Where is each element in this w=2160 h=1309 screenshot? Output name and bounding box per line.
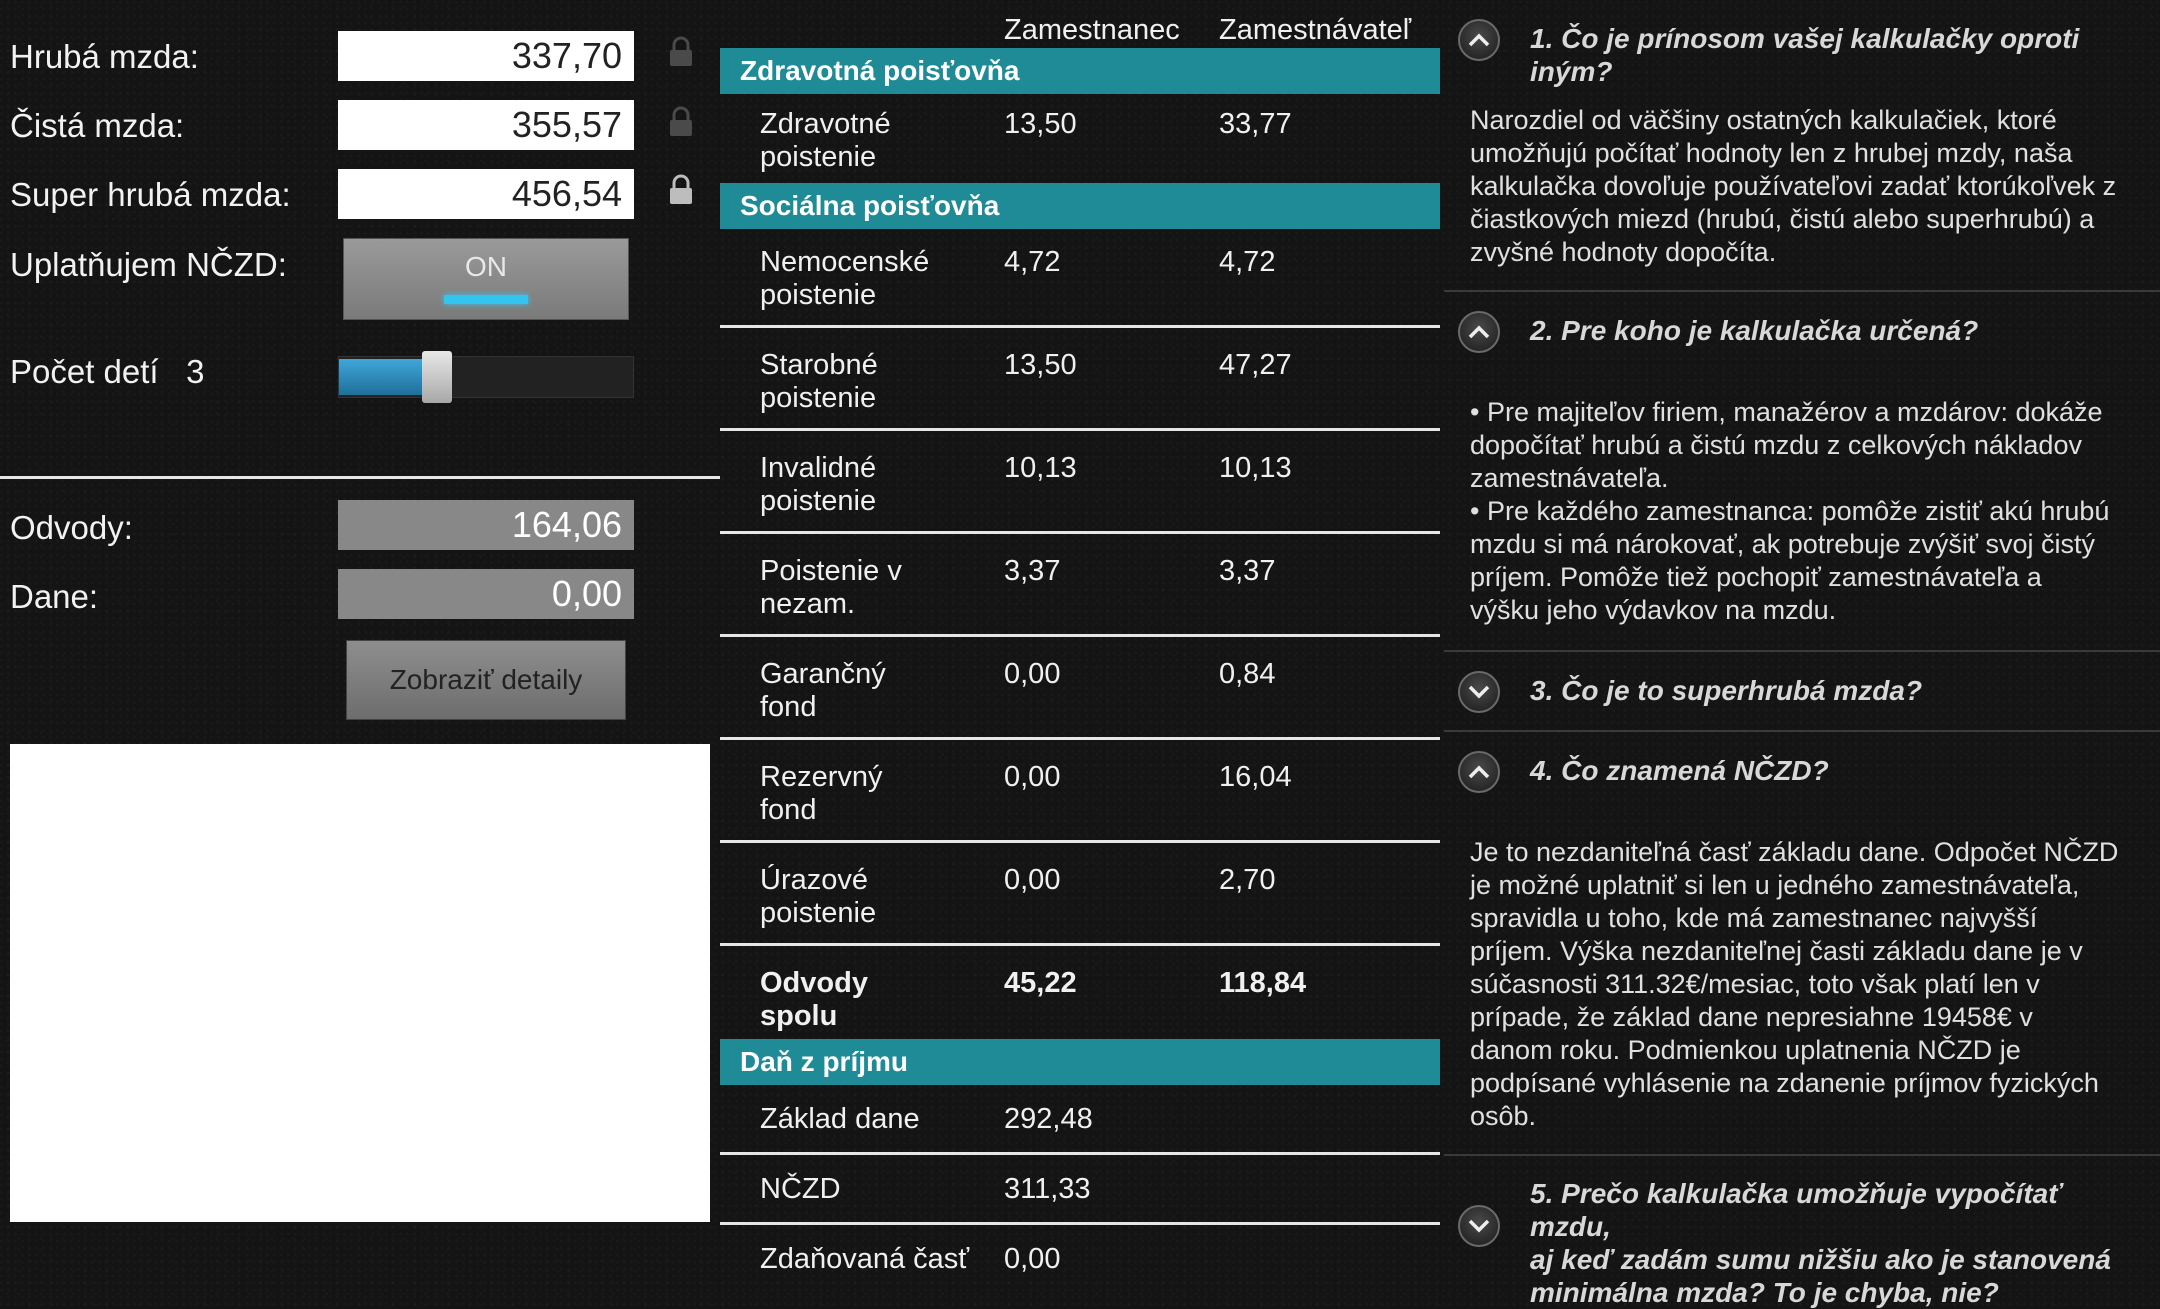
- faq-question-2[interactable]: 2. Pre koho je kalkulačka určená?: [1530, 315, 1979, 346]
- faq-answer-2: [1470, 396, 2150, 627]
- contributions-value: 164,06: [338, 500, 634, 550]
- slider-thumb[interactable]: [422, 351, 452, 403]
- row-label-line: Odvody: [760, 967, 868, 999]
- employee-value: 0,00: [1004, 761, 1061, 793]
- tax-row-value: 0,00: [1004, 1243, 1061, 1275]
- col-header-employer: Zamestnávateľ: [1219, 14, 1412, 46]
- employer-value: 33,77: [1219, 108, 1292, 140]
- tax-row-value: 311,33: [1004, 1173, 1091, 1205]
- taxes-label: Dane:: [10, 578, 99, 615]
- faq-question-line: 5. Prečo kalkulačka umožňuje vypočítať mzdu,: [1530, 1178, 2062, 1242]
- nczd-label: Uplatňujem NČZD:: [10, 246, 287, 283]
- faq-answer-line: Narozdiel od väčšiny ostatných kalkulačiek, ktoré: [1470, 105, 2057, 135]
- employer-value: 0,84: [1219, 658, 1276, 690]
- chevron-up-icon[interactable]: [1458, 19, 1500, 61]
- row-label-line: fond: [760, 691, 817, 723]
- row-label-line: nezam.: [760, 588, 856, 620]
- faq-answer-line: je možné uplatniť si len u jedného zamestnávateľa,: [1470, 870, 2080, 900]
- table-row-label: [760, 349, 878, 415]
- row-label-line: Invalidné: [760, 452, 877, 484]
- contributions-label: Odvody:: [10, 509, 133, 546]
- show-details-button[interactable]: Zobraziť detaily: [346, 640, 626, 720]
- faq-answer-line: príjem. Pomôže tiež pochopiť zamestnávateľa a: [1470, 562, 2042, 592]
- faq-question-5[interactable]: [1530, 1177, 2140, 1309]
- row-label-line: poistenie: [760, 382, 877, 414]
- divider: [0, 476, 720, 479]
- faq-separator: [1444, 650, 2160, 652]
- tax-row-label: Zdaňovaná časť: [760, 1243, 970, 1275]
- employer-value: 10,13: [1219, 452, 1292, 484]
- row-label-line: poistenie: [760, 485, 877, 517]
- net-wage-label: Čistá mzda:: [10, 107, 185, 144]
- row-label-line: Úrazové: [760, 864, 868, 896]
- faq-separator: [1444, 730, 2160, 732]
- faq-answer-line: mzdu si má nárokovať, ak potrebuje zvýšiť svoj čistý: [1470, 529, 2095, 559]
- faq-answer-line: podpísané vyhlásenie na zdanenie príjmov fyzických: [1470, 1068, 2099, 1098]
- faq-answer-line: spravidla u toho, kde má zamestnanec najvyšší: [1470, 903, 2038, 933]
- children-label-text: Počet detí: [10, 353, 159, 390]
- super-gross-wage-input[interactable]: 456,54: [338, 169, 634, 219]
- faq-answer-line: výšku jeho výdavkov na mzdu.: [1470, 595, 1837, 625]
- row-label-line: poistenie: [760, 897, 877, 929]
- nczd-toggle-state: ON: [465, 251, 507, 282]
- faq-question-3[interactable]: 3. Čo je to superhrubá mzda?: [1530, 675, 1923, 706]
- table-row-label: [760, 246, 929, 312]
- faq-answer-line: umožňujú počítať hodnoty len z hrubej mzdy, naša: [1470, 138, 2073, 168]
- employee-value: 10,13: [1004, 452, 1077, 484]
- table-row-label: [760, 761, 883, 827]
- nczd-toggle[interactable]: [343, 238, 629, 320]
- children-slider[interactable]: [338, 356, 634, 398]
- faq-answer-line: • Pre každého zamestnanca: pomôže zistiť akú hrubú: [1470, 496, 2110, 526]
- row-separator: [720, 428, 1440, 431]
- row-label-line: poistenie: [760, 279, 877, 311]
- employee-value: 0,00: [1004, 658, 1061, 690]
- faq-answer-line: kalkulačka dovoľuje používateľovi zadať ktorúkoľvek z: [1470, 171, 2117, 201]
- faq-answer-line: zamestnávateľa.: [1470, 463, 1669, 493]
- row-label-line: Nemocenské: [760, 246, 930, 278]
- employee-value: 3,37: [1004, 555, 1061, 587]
- employee-value: 4,72: [1004, 246, 1061, 278]
- table-row-label: [760, 864, 876, 930]
- row-label-line: Zdravotné: [760, 108, 891, 140]
- tax-row-label: NČZD: [760, 1173, 841, 1205]
- lock-closed-icon[interactable]: [668, 174, 694, 206]
- children-label: [10, 353, 204, 391]
- faq-separator: [1444, 1154, 2160, 1156]
- row-separator: [720, 943, 1440, 946]
- children-count: 3: [186, 353, 205, 390]
- faq-answer-line: Je to nezdaniteľná časť základu dane. Odpočet NČZD: [1470, 837, 2119, 867]
- chevron-up-icon[interactable]: [1458, 311, 1500, 353]
- net-wage-input[interactable]: 355,57: [338, 100, 634, 150]
- faq-answer-line: prípade, že základ dane nepresiahne 19458€ v: [1470, 1002, 2033, 1032]
- row-label-line: poistenie: [760, 141, 877, 173]
- faq-question-1[interactable]: 1. Čo je prínosom vašej kalkulačky oproti iným?: [1530, 23, 2080, 87]
- employer-value: 16,04: [1219, 761, 1292, 793]
- row-label-line: Garančný: [760, 658, 886, 690]
- employee-value: 45,22: [1004, 967, 1077, 999]
- tax-row-value: 292,48: [1004, 1103, 1093, 1135]
- faq-answer-line: danom roku. Podmienkou uplatnenia NČZD je: [1470, 1035, 2021, 1065]
- row-separator: [720, 1222, 1440, 1225]
- faq-separator: [1444, 290, 2160, 292]
- gross-wage-input[interactable]: 337,70: [338, 31, 634, 81]
- table-row-label: [760, 658, 886, 724]
- faq-question-4[interactable]: 4. Čo znamená NČZD?: [1530, 755, 1829, 786]
- table-row-label: [760, 452, 876, 518]
- row-separator: [720, 325, 1440, 328]
- faq-answer-line: príjem. Výška nezdaniteľnej časti základu dane je v: [1470, 936, 2083, 966]
- taxes-value: 0,00: [338, 569, 634, 619]
- employer-value: 47,27: [1219, 349, 1292, 381]
- faq-answer-line: • Pre majiteľov firiem, manažérov a mzdárov: dokáže: [1470, 397, 2103, 427]
- toggle-indicator: [444, 295, 528, 304]
- row-separator: [720, 531, 1440, 534]
- faq-answer-4: [1470, 836, 2150, 1133]
- col-header-employee: Zamestnanec: [1004, 14, 1180, 46]
- gross-wage-label: Hrubá mzda:: [10, 38, 199, 75]
- row-label-line: Starobné: [760, 349, 878, 381]
- chart-area: [10, 744, 710, 1222]
- row-separator: [720, 634, 1440, 637]
- section-health: Zdravotná poisťovňa: [720, 48, 1440, 94]
- lock-open-icon[interactable]: [668, 106, 694, 138]
- row-separator: [720, 1152, 1440, 1155]
- tax-row-label: Základ dane: [760, 1103, 920, 1135]
- row-separator: [720, 737, 1440, 740]
- row-label-line: Poistenie v: [760, 555, 902, 587]
- chevron-up-icon[interactable]: [1458, 751, 1500, 793]
- faq-question-line: aj keď zadám sumu nižšiu ako je stanovená: [1530, 1244, 2111, 1275]
- table-row-label: [760, 108, 891, 174]
- lock-open-icon[interactable]: [668, 36, 694, 68]
- section-income-tax: Daň z príjmu: [720, 1039, 1440, 1085]
- row-label-line: spolu: [760, 1000, 838, 1032]
- employee-value: 13,50: [1004, 349, 1077, 381]
- section-social: Sociálna poisťovňa: [720, 183, 1440, 229]
- row-separator: [720, 840, 1440, 843]
- faq-answer-line: zvyšné hodnoty dopočíta.: [1470, 237, 1777, 267]
- employer-value: 118,84: [1219, 967, 1307, 999]
- table-row-label: [760, 967, 868, 1033]
- chevron-down-icon[interactable]: [1458, 671, 1500, 713]
- employee-value: 13,50: [1004, 108, 1077, 140]
- row-label-line: fond: [760, 794, 817, 826]
- faq-answer-line: súčasnosti 311.32€/mesiac, toto však platí len v: [1470, 969, 2040, 999]
- super-gross-wage-label: Super hrubá mzda:: [10, 176, 291, 213]
- faq-answer-line: dopočítať hrubú a čistú mzdu z celkových nákladov: [1470, 430, 2082, 460]
- chevron-down-icon[interactable]: [1458, 1205, 1500, 1247]
- employer-value: 4,72: [1219, 246, 1276, 278]
- table-row-label: [760, 555, 902, 621]
- employee-value: 0,00: [1004, 864, 1061, 896]
- faq-answer-line: čiastkových miezd (hrubú, čistú alebo superhrubú) a: [1470, 204, 2095, 234]
- faq-answer-line: osôb.: [1470, 1101, 1537, 1131]
- employer-value: 3,37: [1219, 555, 1276, 587]
- faq-question-line: minimálna mzda? To je chyba, nie?: [1530, 1277, 1999, 1308]
- faq-answer-1: [1470, 104, 2150, 269]
- employer-value: 2,70: [1219, 864, 1276, 896]
- row-label-line: Rezervný: [760, 761, 883, 793]
